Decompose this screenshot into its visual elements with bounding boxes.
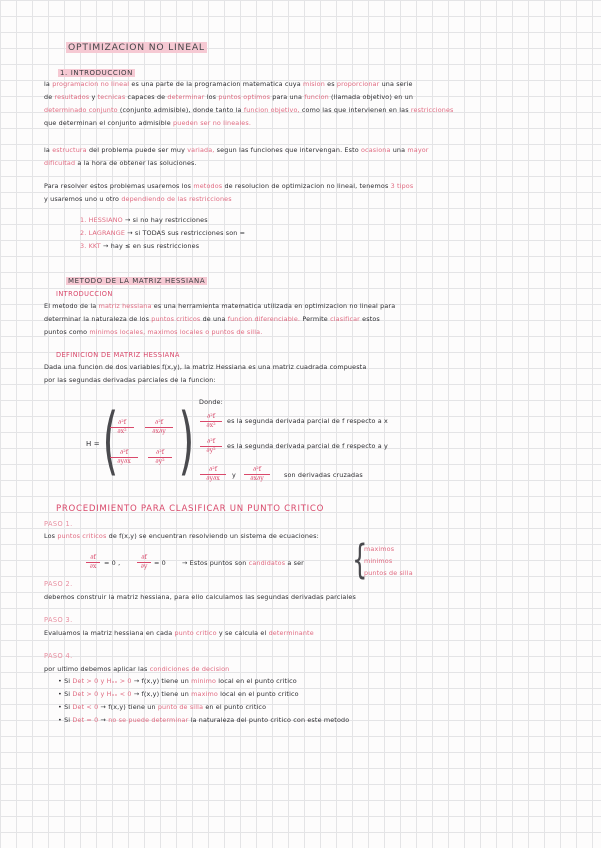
where-text-cross: son derivadas cruzadas [284,471,363,479]
procedure-heading: PROCEDIMIENTO PARA CLASIFICAR UN PUNTO CRITICO [56,504,325,514]
condition-bullet-3: • Si Det < 0 → f(x,y) tiene un punto de silla en el punto critico [58,703,267,711]
paso3-label: PASO 3. [44,616,73,624]
matrix-left-paren: ( [102,398,119,484]
candidates-brace: { [352,537,368,583]
hessian-heading: METODO DE LA MATRIZ HESSIANA [68,277,206,285]
condition-bullet-4: • Si Det = 0 → no se puede determinar la naturaleza del punto critico con este metodo [58,716,350,724]
where-text-yy: es la segunda derivada parcial de f respecto a y [227,442,388,450]
eq-dfdy-zero: = 0 [154,559,166,567]
intro-p2-line2: dificultad a la hora de obtener las soluciones. [44,159,197,167]
where-text-xx: es la segunda derivada parcial de f respecto a x [227,417,388,425]
hessian-p1-line1: El metodo de la matriz hessiana es una herramienta matematica utilizada en optimizacion no lineal para [44,302,396,310]
paso1-label: PASO 1. [44,520,73,528]
paso4-text: por ultimo debemos aplicar las condiciones de decision [44,665,230,673]
intro-p2-line1: la estructura del problema puede ser muy variada, segun las funciones que intervengan. Esto ocasiona una mayor [44,146,429,154]
hessian-symbol: H = [86,440,100,448]
brace-item-minimos: minimos [364,557,393,565]
paso3-text: Evaluamos la matriz hessiana en cada punto critico y se calcula el determinante [44,629,314,637]
paso4-label: PASO 4. [44,652,73,660]
matrix-cell-yx: ∂²f ∂y∂x [110,449,138,466]
where-frac-yx: ∂²f ∂y∂x [200,466,226,483]
matrix-cell-xy: ∂²f ∂x∂y [145,419,173,436]
matrix-cell-yy: ∂²f ∂y² [148,449,172,466]
hessian-intro-subheading: INTRODUCCION [56,290,113,298]
hessian-p1-line3: puntos como minimos locales, maximos locales o puntos de silla. [44,328,263,336]
where-y-connector: y [232,471,236,479]
condition-bullet-1: • Si Det > 0 y Hₓₓ > 0 → f(x,y) tiene un minimo local en el punto critico [58,677,297,685]
paso2-label: PASO 2. [44,580,73,588]
eq-dfdy: ∂f ∂y [137,554,151,571]
eq-dfdx-zero: = 0 , [104,559,121,567]
where-frac-xy: ∂²f ∂x∂y [244,466,270,483]
brace-item-silla: puntos de silla [364,569,413,577]
definition-line1: Dada una funcion de dos variables f(x,y), la matriz Hessiana es una matriz cuadrada compuesta [44,363,367,371]
paso2-text: debemos construir la matriz hessiana, para ello calculamos las segundas derivadas parciales [44,593,356,601]
condition-bullet-2: • Si Det > 0 y Hₓₓ < 0 → f(x,y) tiene un maximo local en el punto critico [58,690,299,698]
definition-line2: por las segundas derivadas parciales de la funcion: [44,376,216,384]
intro-p3-line1: Para resolver estos problemas usaremos los metodos de resolucion de optimizacion no lineal, tenemos 3 tipos [44,182,414,190]
eq-dfdx: ∂f ∂x [86,554,100,571]
method-list-item-1: 1. HESSIANO → si no hay restricciones [80,216,208,224]
intro-p1-line2: de resultados y tecnicas capaces de determinar los puntos optimos para una funcion (llamada objetivo) en un [44,93,414,101]
intro-p1-line1: la programacion no lineal es una parte de la programacion matematica cuya mision es proporcionar una serie [44,80,413,88]
intro-p3-line2: y usaremos uno u otro dependiendo de las restricciones [44,195,232,203]
method-list-item-3: 3. KKT → hay ≤ en sus restricciones [80,242,200,250]
donde-label: Donde: [199,398,223,406]
hessian-p1-line2: determinar la naturaleza de los puntos criticos de una funcion diferenciable. Permite clasificar estos [44,315,380,323]
page-title: OPTIMIZACION NO LINEAL [68,42,205,53]
method-list-item-2: 2. LAGRANGE → si TODAS sus restricciones son = [80,229,246,237]
intro-heading: 1. INTRODUCCION [60,69,133,77]
candidates-text: → Estos puntos son candidatos a ser [182,559,304,567]
definition-heading: DEFINICION DE MATRIZ HESSIANA [56,351,180,359]
paso1-text: Los puntos criticos de f(x,y) se encuentran resolviendo un sistema de ecuaciones: [44,532,319,540]
where-frac-xx: ∂²f ∂x² [200,413,222,430]
matrix-cell-xx: ∂²f ∂x² [110,419,134,436]
intro-p1-line3: determinado conjunto (conjunto admisible), donde tanto la funcion objetivo, como las que intervienen en las restricciones [44,106,454,114]
intro-p1-line4: que determinan el conjunto admisible pueden ser no lineales. [44,119,252,127]
matrix-right-paren: ) [178,398,195,484]
where-frac-yy: ∂²f ∂y² [200,438,222,455]
brace-item-maximos: maximos [364,545,395,553]
